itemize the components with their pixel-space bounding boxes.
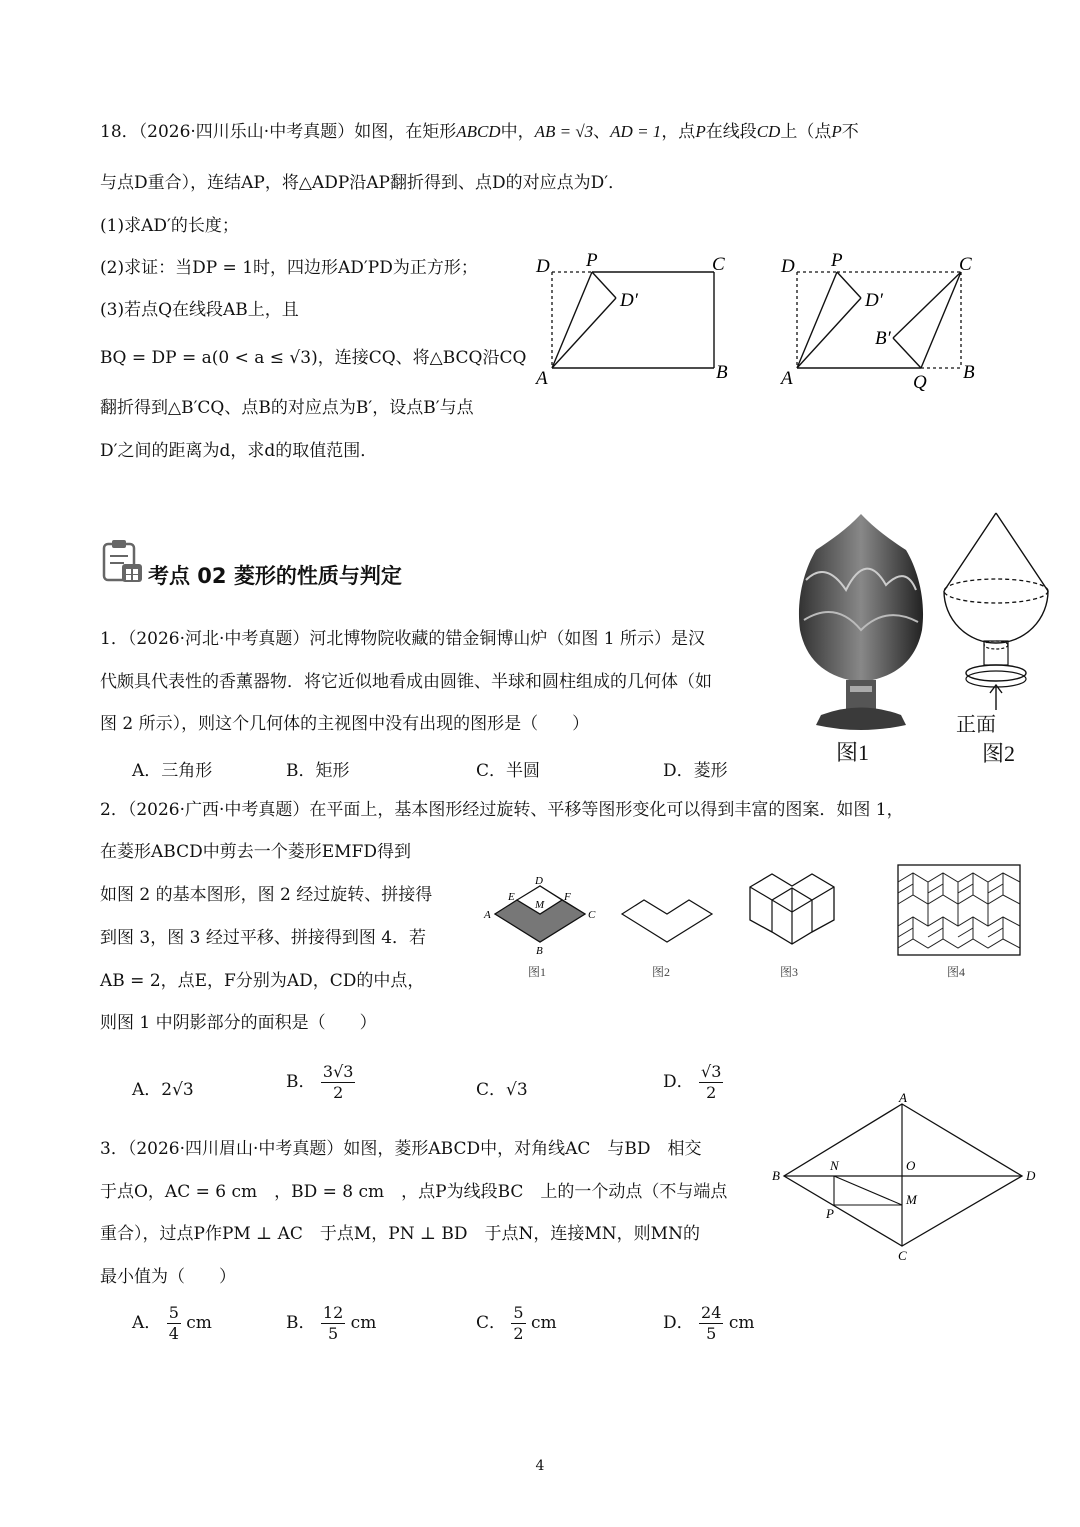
q3-rhombus-figure <box>770 1090 1040 1262</box>
svg-text:C: C <box>588 909 596 921</box>
q2-line2: 在菱形ABCD中剪去一个菱形EMFD得到 <box>100 842 411 862</box>
svg-text:N: N <box>830 1158 839 1173</box>
clipboard-icon <box>100 536 146 586</box>
svg-text:D: D <box>781 256 795 277</box>
q18-part3d: D′之间的距离为d，求d的取值范围． <box>100 441 378 461</box>
svg-text:D: D <box>1026 1168 1036 1183</box>
q2-option-c[interactable]: C．√3 <box>476 1080 528 1100</box>
q2-option-d[interactable]: D． $\frac{√3}{2}$ <box>663 1062 722 1102</box>
section-title: 考点 02 菱形的性质与判定 <box>148 564 402 588</box>
q2-figure1 <box>480 872 610 982</box>
q3-line3: 重合），过点P作PM ⊥ AC 于点M，PN ⊥ BD 于点N，连接MN，则MN的 <box>100 1224 700 1244</box>
q18-part1: (1)求AD′的长度； <box>100 216 239 236</box>
label-D: D <box>536 256 550 277</box>
q2-line3: 如图 2 的基本图形，图 2 经过旋转、拼接得 <box>100 885 433 905</box>
svg-text:P: P <box>826 1206 834 1221</box>
q2-option-b[interactable]: B． $\frac{3√3}{2}$ <box>286 1062 354 1102</box>
svg-text:F: F <box>564 891 571 903</box>
q1-option-d[interactable]: D．菱形 <box>663 761 728 781</box>
q3-option-d[interactable]: D． $\frac{24}{5}$ cm <box>663 1303 755 1343</box>
label-Dp: D′ <box>620 290 638 311</box>
q3-line2: 于点O，AC = 6 cm ，BD = 8 cm ，点P为线段BC 上的一个动点（不与端点 <box>100 1182 728 1202</box>
label-B: B <box>716 362 728 383</box>
svg-text:C: C <box>959 254 972 275</box>
q2-figure2 <box>612 872 722 982</box>
svg-text:图2: 图2 <box>652 965 671 979</box>
svg-text:M: M <box>535 899 545 911</box>
q2-figure3 <box>740 862 850 982</box>
q2-line6: 则图 1 中阴影部分的面积是（ ） <box>100 1013 377 1033</box>
q1-line1: 1．（2026·河北·中考真题）河北博物院收藏的错金铜博山炉（如图 1 所示）是汉 <box>100 629 706 649</box>
svg-text:A: A <box>899 1090 907 1105</box>
q18-part3a: (3)若点Q在线段AB上，且 <box>100 300 299 320</box>
q2-line1: 2．（2026·广西·中考真题）在平面上，基本图形经过旋转、平移等图形变化可以得到丰富的图案．如图 1， <box>100 800 904 820</box>
q18-figure-left <box>530 248 750 388</box>
q3-option-a[interactable]: A． $\frac{5}{4}$ cm <box>132 1303 212 1343</box>
q3-option-c[interactable]: C． $\frac{5}{2}$ cm <box>476 1303 557 1343</box>
q3-line4: 最小值为（ ） <box>100 1267 236 1287</box>
q18-part3c: 翻折得到△B′CQ、点B的对应点为B′，设点B′与点 <box>100 398 474 418</box>
q1-option-b[interactable]: B．矩形 <box>286 761 350 781</box>
q1-line2: 代颇具代表性的香薰器物．将它近似地看成由圆锥、半球和圆柱组成的几何体（如 <box>100 672 712 692</box>
svg-text:B: B <box>772 1168 780 1183</box>
q2-line4: 到图 3，图 3 经过平移、拼接得到图 4．若 <box>100 928 427 948</box>
svg-text:M: M <box>906 1192 917 1207</box>
incense-burner-image <box>786 510 936 770</box>
svg-text:Q: Q <box>913 372 927 393</box>
svg-text:图1: 图1 <box>528 965 547 979</box>
svg-text:图4: 图4 <box>947 965 966 979</box>
q2-line5: AB = 2，点E，F分别为AD，CD的中点， <box>100 971 425 991</box>
svg-text:E: E <box>508 891 515 903</box>
svg-text:D: D <box>535 875 543 887</box>
svg-text:O: O <box>906 1158 916 1173</box>
label-A: A <box>536 368 548 388</box>
geometric-model-figure <box>936 505 1056 770</box>
svg-text:C: C <box>898 1248 907 1262</box>
q1-line3: 图 2 所示），则这个几何体的主视图中没有出现的图形是（ ） <box>100 714 590 734</box>
q18-part3b: BQ = DP = a(0 < a ≤ √3)，连接CQ、将△BCQ沿CQ <box>100 348 527 368</box>
q1-option-a[interactable]: A．三角形 <box>132 761 213 781</box>
label-C: C <box>712 254 725 275</box>
svg-text:B: B <box>536 945 543 957</box>
page-number: 4 <box>535 1458 545 1474</box>
q1-option-c[interactable]: C．半圆 <box>476 761 541 781</box>
q2-figure4 <box>895 862 1025 984</box>
fig2-caption: 图2 <box>982 741 1016 766</box>
svg-text:A: A <box>484 909 491 921</box>
svg-text:B: B <box>963 362 975 383</box>
front-label: 正面 <box>956 714 996 736</box>
q3-option-b[interactable]: B． $\frac{12}{5}$ cm <box>286 1303 377 1343</box>
label-P: P <box>586 250 598 271</box>
q18-part2: (2)求证：当DP = 1时，四边形AD′PD为正方形； <box>100 258 478 278</box>
svg-text:图3: 图3 <box>780 965 799 979</box>
svg-text:A: A <box>781 368 793 389</box>
svg-text:B′: B′ <box>875 328 891 349</box>
svg-text:P: P <box>831 250 843 271</box>
q18-line1: 18．（2026·四川乐山·中考真题）如图，在矩形ABCD中，AB = √3、AD = 1，点P在线段CD上（点P不 <box>100 122 859 142</box>
q18-line2: 与点D重合），连结AP，将△ADP沿AP翻折得到、点D的对应点为D′． <box>100 173 626 193</box>
q2-option-a[interactable]: A．2√3 <box>132 1080 194 1100</box>
q18-figure-right <box>775 248 995 393</box>
fig1-caption: 图1 <box>836 740 870 765</box>
svg-text:D′: D′ <box>865 290 883 311</box>
q3-line1: 3．（2026·四川眉山·中考真题）如图，菱形ABCD中，对角线AC 与BD 相交 <box>100 1139 702 1159</box>
